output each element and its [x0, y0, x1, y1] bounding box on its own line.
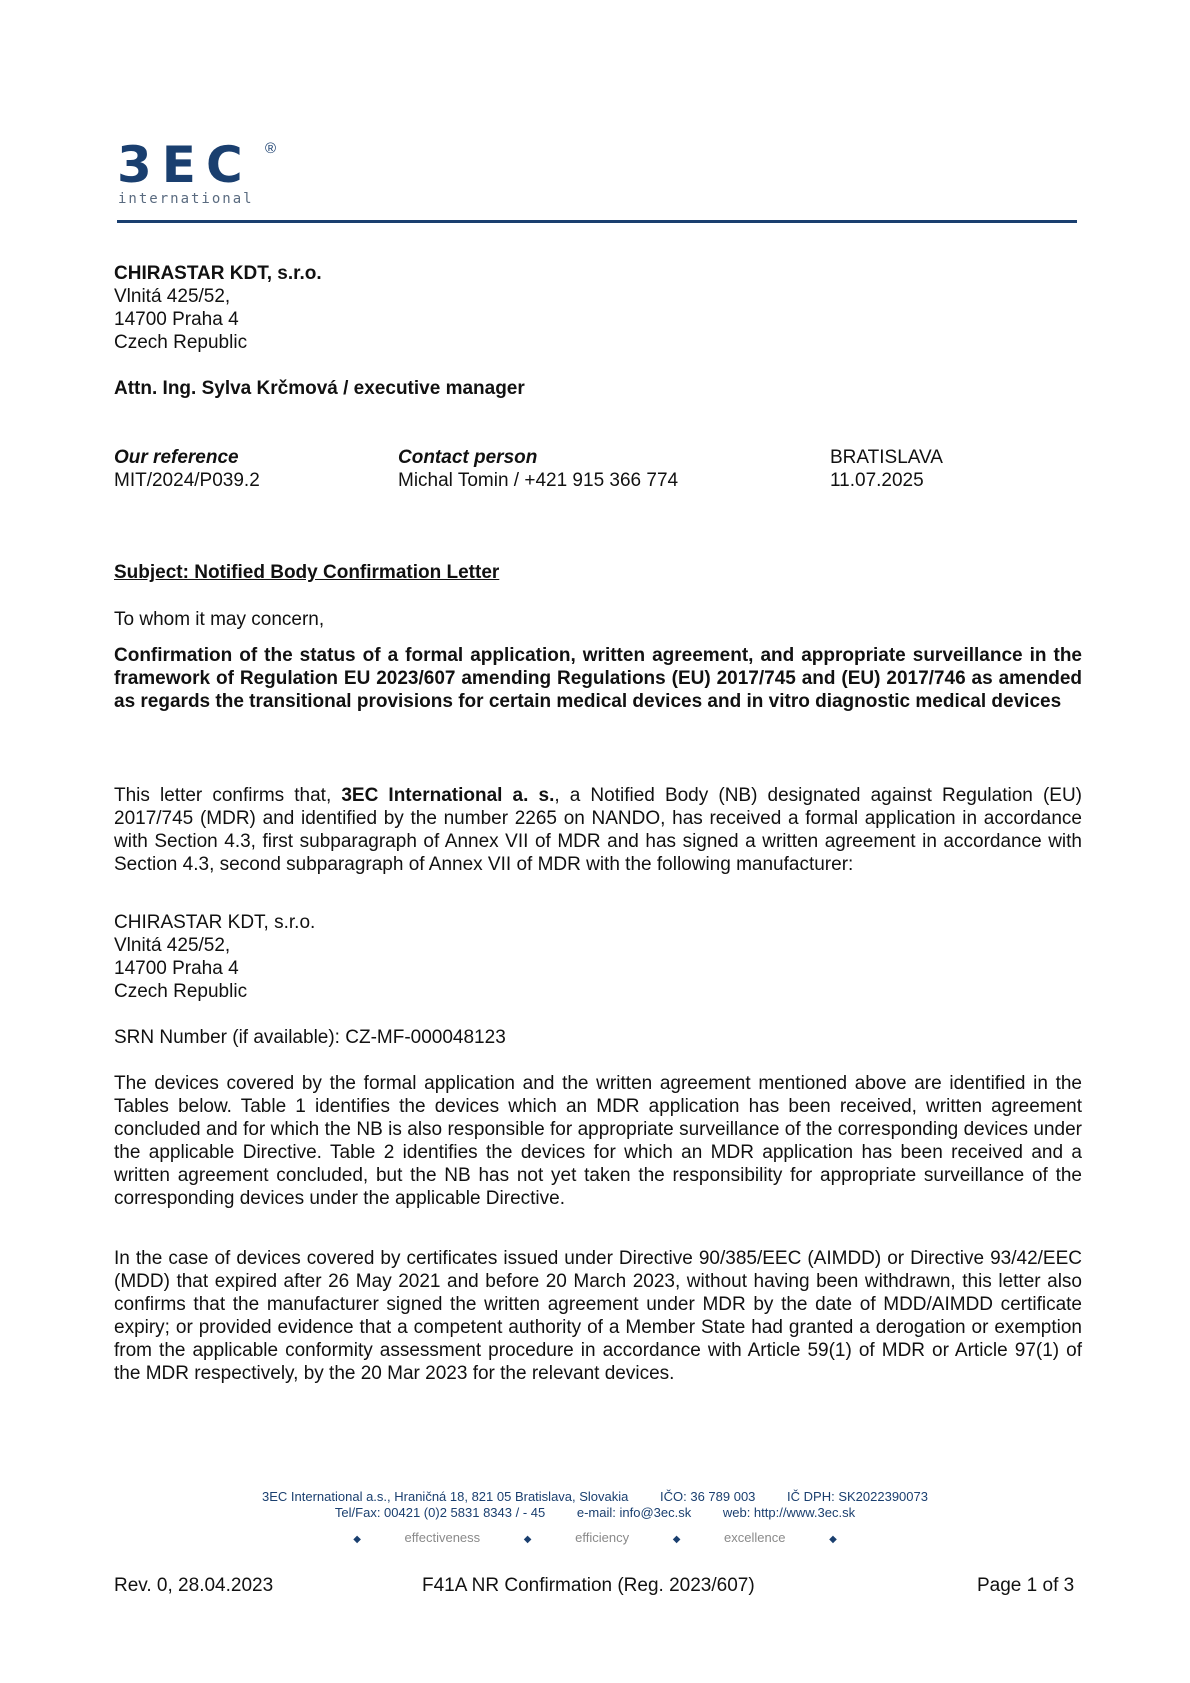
our-reference — [114, 446, 260, 492]
footer-ico: IČO: 36 789 003 — [660, 1489, 756, 1504]
nb-name: 3EC International a. s. — [341, 785, 555, 806]
company-logo — [117, 136, 287, 210]
recipient-address — [114, 262, 322, 354]
our-reference-label: Our reference — [114, 447, 239, 468]
revision: Rev. 0, 28.04.2023 — [114, 1575, 274, 1596]
our-reference-value: MIT/2024/P039.2 — [114, 470, 260, 491]
p1-pre: This letter confirms that, — [114, 785, 342, 806]
contact-person-label: Contact person — [398, 447, 538, 468]
diamond-icon: ◆ — [672, 1534, 681, 1545]
tag-excellence: excellence — [724, 1530, 786, 1545]
certificates-paragraph: In the case of devices covered by certificates issued under Directive 90/385/EEC (AIMDD) or Directive 93/42/EEC (MDD) that expired after 26 May 2021 and before 20 March 2023, without having been withdrawn, this letter also confirms that the manufacturer signed the written agreement under MDR by the date of MDD/AIMDD certificate expiry; or provided evidence that a competent authority of a Member State had granted a derogation or exemption from the applicable conformity assessment procedure in accordance with Article 59(1) of MDR or Article 97(1) of the MDR respectively, by the 20 Mar 2023 for the relevant devices. — [114, 1248, 1082, 1384]
recipient-company: CHIRASTAR KDT, s.r.o. — [114, 263, 322, 284]
footer-contact-line — [0, 1505, 1190, 1521]
diamond-icon: ◆ — [829, 1534, 837, 1545]
devices-paragraph: The devices covered by the formal application and the written agreement mentioned above are identified in the Tables below. Table 1 identifies the devices which an MDR application has been received, written agreement concluded and for which the NB is also responsible for appropriate surveillance of the corresponding devices under the applicable Directive. Table 2 identifies the devices for which an MDR application has been received and a written agreement concluded, but the NB has not yet taken the responsibility for appropriate surveillance of the corresponding devices under the applicable Directive. — [114, 1073, 1082, 1209]
header-divider — [117, 220, 1077, 223]
diamond-icon: ◆ — [523, 1534, 532, 1545]
srn-number: SRN Number (if available): CZ-MF-000048123 — [114, 1027, 506, 1048]
recipient-country: Czech Republic — [114, 332, 248, 353]
place: BRATISLAVA — [830, 447, 943, 468]
date: 11.07.2025 — [830, 470, 924, 491]
greeting: To whom it may concern, — [114, 609, 325, 630]
footer-tagline — [0, 1530, 1190, 1545]
form-name: F41A NR Confirmation (Reg. 2023/607) — [422, 1575, 755, 1596]
manufacturer-country: Czech Republic — [114, 981, 248, 1002]
manufacturer-address — [114, 911, 315, 1003]
place-date — [830, 446, 943, 492]
logo-text: 3EC — [117, 136, 253, 194]
footer-web: web: http://www.3ec.sk — [722, 1505, 856, 1520]
p1-post: , a Notified Body (NB) designated against Regulation (EU) 2017/745 (MDR) and identified by the number 2265 on NANDO, has received a formal application in accordance with Section 4.3, first subparagraph of Annex VII of MDR and has signed a written agreement in accordance with Section 4.3, second subparagraph of Annex VII of MDR with the following manufacturer: — [114, 785, 1082, 875]
attention-line: Attn. Ing. Sylva Krčmová / executive manager — [114, 378, 525, 399]
manufacturer-city: 14700 Praha 4 — [114, 958, 239, 979]
registered-mark: ® — [265, 140, 277, 157]
footer-tel: Tel/Fax: 00421 (0)2 5831 8343 / - 45 — [334, 1505, 546, 1520]
subject-line: Subject: Notified Body Confirmation Letter — [114, 562, 500, 583]
footer-address-line — [0, 1489, 1190, 1505]
tag-efficiency: efficiency — [575, 1530, 630, 1545]
contact-person — [398, 446, 678, 492]
manufacturer-company: CHIRASTAR KDT, s.r.o. — [114, 912, 316, 933]
footer-dph: IČ DPH: SK2022390073 — [787, 1489, 928, 1504]
page-number: Page 1 of 3 — [977, 1575, 1075, 1596]
diamond-icon: ◆ — [353, 1534, 361, 1545]
confirmation-paragraph — [114, 784, 1082, 876]
logo-subtext: international — [118, 191, 254, 207]
footer-address: 3EC International a.s., Hraničná 18, 821 05 Bratislava, Slovakia — [262, 1489, 629, 1504]
recipient-street: Vlnitá 425/52, — [114, 286, 231, 307]
contact-person-value: Michal Tomin / +421 915 366 774 — [398, 470, 679, 491]
headline-paragraph: Confirmation of the status of a formal application, written agreement, and appropriate surveillance in the framework of Regulation EU 2023/607 amending Regulations (EU) 2017/745 and (EU) 2017/746 as amended as regards the transitional provisions for certain medical devices and in vitro diagnostic medical devices — [114, 645, 1082, 712]
recipient-city: 14700 Praha 4 — [114, 309, 239, 330]
tag-effectiveness: effectiveness — [404, 1530, 481, 1545]
manufacturer-street: Vlnitá 425/52, — [114, 935, 231, 956]
footer-email: e-mail: info@3ec.sk — [576, 1505, 692, 1520]
